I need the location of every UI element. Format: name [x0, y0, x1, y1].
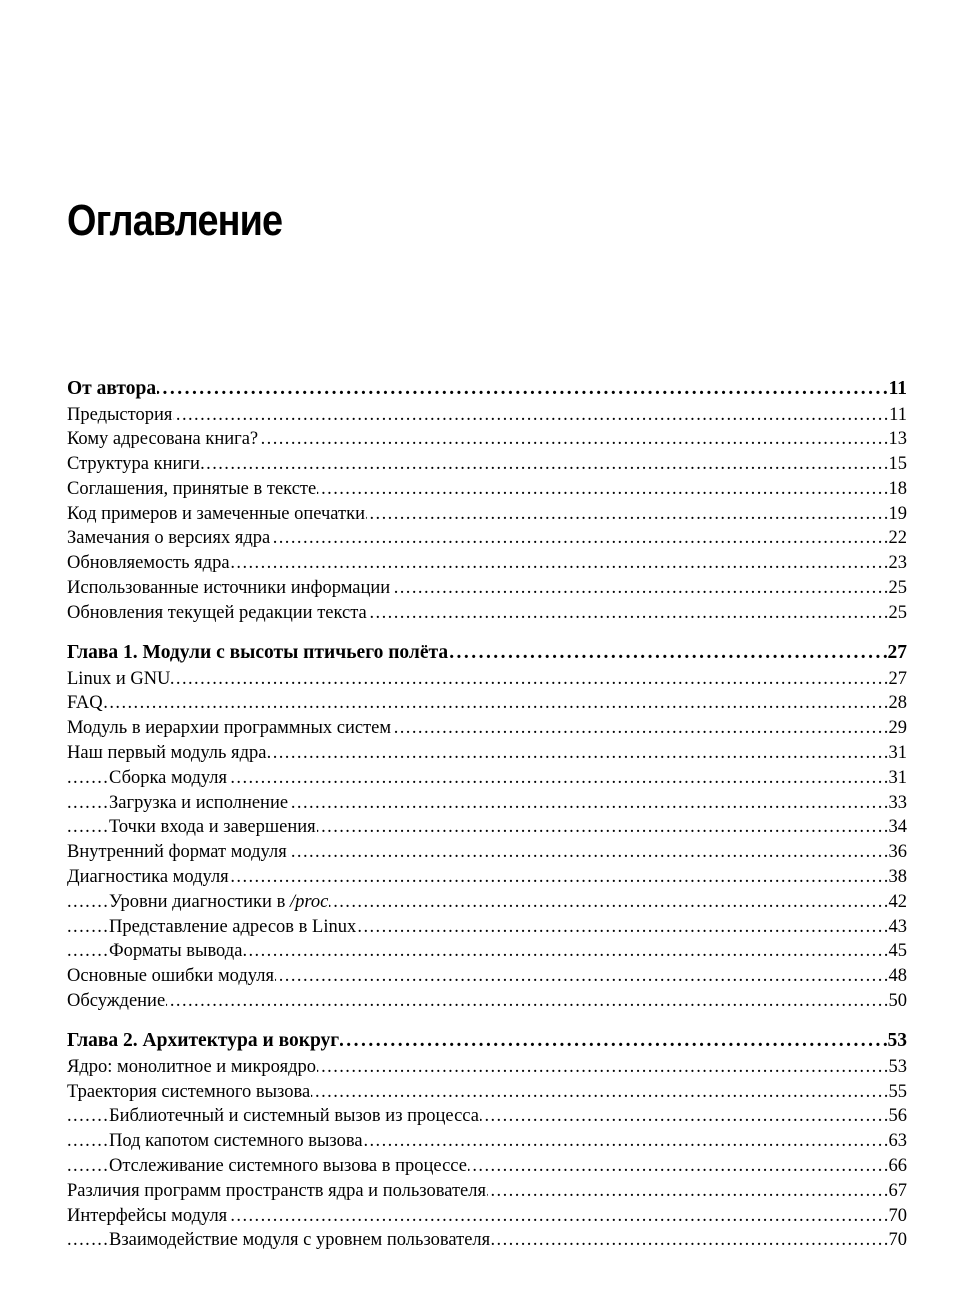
toc-section: [67, 640, 907, 1014]
toc-entry-title-text: Форматы вывода: [109, 941, 243, 962]
toc-entry-row[interactable]: [67, 526, 907, 551]
toc-chapter-title: От автора: [67, 378, 157, 399]
toc-entry-row[interactable]: [67, 452, 907, 477]
toc-entry-title-text: Точки входа и завершения: [109, 817, 316, 838]
toc-page-number: 28: [888, 691, 908, 716]
toc-entry-title: [109, 1230, 491, 1250]
toc-page-number: 53: [887, 1028, 908, 1055]
toc-page-number: 15: [888, 452, 908, 477]
toc-page-number: 27: [887, 640, 908, 667]
toc-entry-row[interactable]: [67, 1080, 907, 1105]
toc-page-number: 38: [888, 865, 908, 890]
toc-entry-title-text: Использованные источники информации: [67, 578, 391, 599]
toc-entry-title-text: Библиотечный и системный вызов из процесса: [109, 1106, 479, 1127]
toc-entry-title-text: Диагностика модуля: [67, 867, 229, 888]
toc-entry-row[interactable]: [67, 403, 907, 428]
toc-entry-title-text: Соглашения, принятые в тексте: [67, 478, 317, 499]
toc-entry-title-text: Отслеживание системного вызова в процессе: [109, 1156, 467, 1177]
toc-page-number: 23: [888, 551, 908, 576]
toc-entry-row[interactable]: [67, 915, 907, 940]
toc-page-number: 25: [888, 576, 908, 601]
toc-entry-row[interactable]: [67, 576, 907, 601]
toc-entry-row[interactable]: [67, 815, 907, 840]
toc-entry-title: [109, 1106, 480, 1126]
toc-page-number: 25: [888, 601, 908, 626]
toc-entry-title: [109, 1156, 468, 1176]
toc-entry-title: [67, 454, 201, 474]
toc-entry-row[interactable]: [67, 741, 907, 766]
toc-entry-title-text: Внутренний формат модуля: [67, 842, 287, 863]
toc-entry-title-text: Предыстория: [67, 404, 173, 425]
toc-entry-title: [109, 817, 317, 837]
toc-page-number: 55: [888, 1080, 908, 1105]
toc-entry-title-text: Код примеров и замеченные опечатки: [67, 503, 365, 524]
toc-entry-row[interactable]: [67, 502, 907, 527]
toc-entry-title: [67, 718, 392, 738]
toc-entry-title-text: Интерфейсы модуля: [67, 1205, 228, 1226]
toc-entry-title: [67, 1206, 228, 1226]
toc-page-number: 67: [888, 1179, 908, 1204]
toc-entry-title: [67, 693, 104, 713]
toc-page-number: 18: [888, 477, 908, 502]
toc-entry-title-text: Уровни диагностики в: [109, 891, 290, 912]
toc-entry-title: [67, 966, 275, 986]
toc-entry-row[interactable]: [67, 477, 907, 502]
toc-entry-title: [109, 1131, 364, 1151]
toc-entry-title: [109, 917, 357, 937]
toc-entry-title-text: Наш первый модуль ядра: [67, 743, 267, 764]
toc-page-number: 56: [888, 1104, 908, 1129]
toc-entry-title-text: Обновляемость ядра: [67, 553, 230, 574]
toc-page-number: 33: [888, 791, 908, 816]
toc-entry-row[interactable]: [67, 716, 907, 741]
toc-entry-title-text: Linux и GNU: [67, 668, 171, 689]
toc-page-number: 43: [888, 915, 908, 940]
toc-entry-title: [67, 743, 267, 763]
toc-page-number: 66: [888, 1154, 908, 1179]
toc-entry-row[interactable]: [67, 1104, 907, 1129]
toc-page-number: 29: [888, 716, 908, 741]
toc-page-number: 63: [888, 1129, 908, 1154]
toc-page-number: 31: [888, 741, 908, 766]
toc-page-number: 11: [888, 376, 907, 403]
toc-page-number: 19: [888, 502, 908, 527]
toc-entry-title: [67, 528, 271, 548]
toc-page-number: 42: [888, 890, 908, 915]
toc-entry-title: [67, 991, 166, 1011]
toc-entry-row[interactable]: [67, 766, 907, 791]
toc-chapter-row[interactable]: [67, 1028, 907, 1055]
toc-page-number: 13: [888, 427, 908, 452]
toc-entry-title-text: Основные ошибки модуля: [67, 966, 274, 987]
toc-entry-title-text: Кому адресована книга?: [67, 429, 259, 450]
toc-entry-row[interactable]: [67, 840, 907, 865]
toc-entry-title: [67, 578, 391, 598]
toc-entry-title-text: Представление адресов в Linux: [109, 916, 357, 937]
toc-section: [67, 376, 907, 626]
toc-entry-title-text: Ядро: монолитное и микроядро: [67, 1056, 317, 1077]
toc-entry-title: [67, 669, 171, 689]
toc-entry-row[interactable]: [67, 890, 907, 915]
toc-entry-title: [109, 768, 228, 788]
toc-entry-title-text: Под капотом системного вызова: [109, 1131, 363, 1152]
toc-entry-title: [109, 941, 243, 961]
toc-entry-title-text: Сборка модуля: [109, 767, 228, 788]
toc-entry-title-text: Обновления текущей редакции текста: [67, 602, 367, 623]
toc-page-number: 36: [888, 840, 908, 865]
toc-entry-row[interactable]: [67, 551, 907, 576]
toc-entry-title: [67, 867, 230, 887]
toc-page-number: 70: [888, 1204, 908, 1229]
toc-entry-title-text: Замечания о версиях ядра: [67, 528, 271, 549]
toc-entry-title-text: Различия программ пространств ядра и пользователя: [67, 1180, 486, 1201]
toc-entry-row[interactable]: [67, 865, 907, 890]
toc-entry-title-text: Обсуждение: [67, 991, 166, 1012]
toc-entry-title-text: Модуль в иерархии программных систем: [67, 718, 392, 739]
toc-entry-row[interactable]: [67, 427, 907, 452]
toc-page-number: 50: [888, 989, 908, 1014]
toc-entry-row[interactable]: [67, 1055, 907, 1080]
toc-page-number: 48: [888, 964, 908, 989]
toc-chapter-row[interactable]: [67, 640, 907, 667]
toc-entry-title: [67, 553, 231, 573]
toc-entry-title: [67, 405, 173, 425]
toc-entry-title: [67, 429, 259, 449]
toc-entry-title-italic: /proc: [289, 891, 329, 912]
toc-chapter-title: Глава 2. Архитектура и вокруг: [67, 1030, 340, 1052]
toc-entry-title: [67, 603, 368, 623]
toc-entry-title-text: Траектория системного вызова: [67, 1081, 311, 1102]
toc-entry-title: [67, 1057, 317, 1077]
page-title: Оглавление: [67, 196, 283, 245]
toc-entry-row[interactable]: [67, 989, 907, 1014]
toc-page-number: 11: [888, 403, 907, 428]
table-of-contents: [67, 376, 907, 1268]
toc-entry-title: [67, 1181, 487, 1201]
toc-entry-row[interactable]: [67, 939, 907, 964]
toc-entry-title-text: FAQ: [67, 693, 103, 714]
toc-entry-title-text: Структура книги: [67, 454, 200, 475]
toc-chapter-row[interactable]: [67, 376, 907, 403]
toc-entry-title: [67, 842, 288, 862]
toc-entry-title: [67, 504, 366, 524]
toc-entry-row[interactable]: [67, 964, 907, 989]
toc-entry-row[interactable]: [67, 791, 907, 816]
toc-entry-title: [109, 892, 329, 912]
toc-entry-row[interactable]: [67, 691, 907, 716]
toc-page-number: 34: [888, 815, 908, 840]
toc-page-number: 31: [888, 766, 908, 791]
toc-entry-row[interactable]: [67, 1228, 907, 1253]
toc-entry-row[interactable]: [67, 1129, 907, 1154]
toc-entry-title: [109, 793, 289, 813]
toc-page-number: 45: [888, 939, 908, 964]
toc-entry-row[interactable]: [67, 1204, 907, 1229]
toc-page-number: 70: [888, 1228, 908, 1253]
toc-entry-row[interactable]: [67, 601, 907, 626]
toc-page-number: 53: [888, 1055, 908, 1080]
toc-entry-row[interactable]: [67, 1154, 907, 1179]
toc-entry-row[interactable]: [67, 1179, 907, 1204]
toc-entry-title: [67, 1082, 311, 1102]
toc-entry-title-text: Загрузка и исполнение: [109, 792, 289, 813]
toc-entry-title-text: Взаимодействие модуля с уровнем пользователя: [109, 1230, 491, 1251]
toc-page-number: 27: [888, 667, 908, 692]
toc-entry-title: [67, 479, 317, 499]
toc-section: [67, 1028, 907, 1253]
toc-entry-row[interactable]: [67, 667, 907, 692]
toc-chapter-title: Глава 1. Модули с высоты птичьего полёта: [67, 642, 449, 664]
toc-page-number: 22: [888, 526, 908, 551]
